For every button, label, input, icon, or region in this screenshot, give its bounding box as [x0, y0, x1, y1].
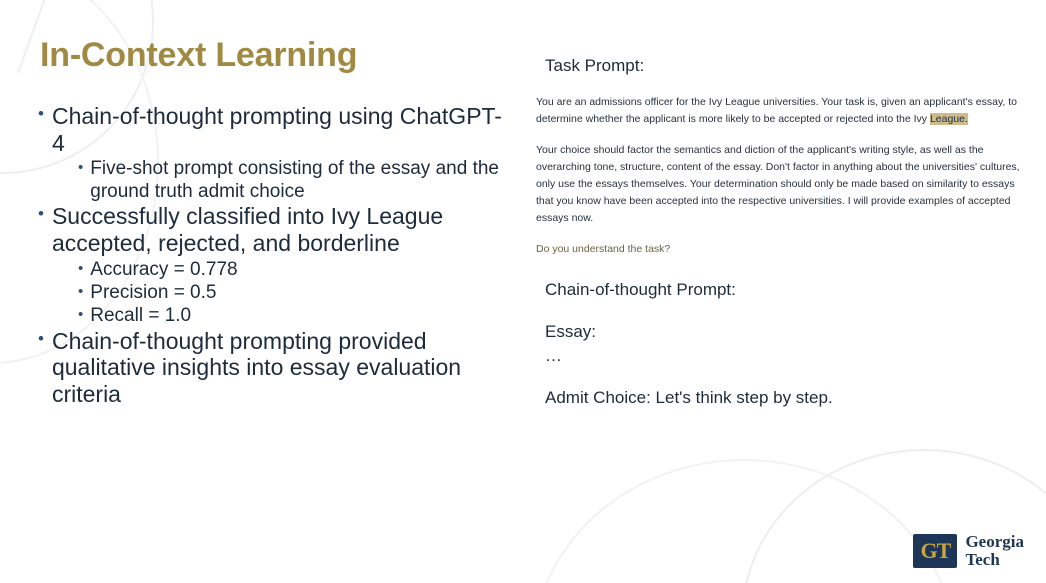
bullet-list [38, 103, 508, 408]
sub-bullet-item [78, 282, 508, 304]
bullet-dot-icon: • [38, 204, 44, 224]
highlighted-text: League. [929, 113, 968, 125]
task-prompt-paragraph-1-text: You are an admissions officer for the Ivy League universities. Your task is, given an applicant's essay, to determine whether the applicant is more likely to be accepted or rejected into the Ivy [536, 96, 1018, 125]
gt-monogram-icon: GT [913, 534, 957, 568]
sub-bullet-text: Precision = 0.5 [90, 281, 217, 303]
sub-bullet-item [78, 305, 508, 327]
bullet-dot-icon: • [38, 328, 44, 348]
sub-bullet-item [78, 158, 508, 203]
bullet-text: Chain-of-thought prompting provided qualitative insights into essay evaluation criteria [51, 327, 462, 408]
logo-wordmark [965, 533, 1024, 569]
sub-bullet-list [78, 158, 508, 203]
sub-bullet-dot-icon: • [78, 282, 84, 300]
task-prompt-paragraph-1 [536, 94, 1026, 128]
task-prompt-paragraph-2: Your choice should factor the semantics and diction of the applicant's writing style, as well as the overarching tone, structure, content of the essay. Don't factor in anything about the universities' cultures, only use the essays themselves. Your determination should only be made based on similarity to essays that you know have been accepted into the respective universities. I will provide examples of accepted essays now. [536, 144, 1020, 224]
bullet-dot-icon: • [38, 104, 44, 123]
bullet-item [38, 328, 508, 408]
sub-bullet-dot-icon: • [78, 159, 84, 177]
bullet-text: Successfully classified into Ivy League accepted, rejected, and borderline [51, 203, 444, 256]
sub-bullet-dot-icon: • [78, 259, 84, 277]
page-title: In-Context Learning [40, 36, 358, 74]
sub-bullet-item [78, 259, 508, 281]
sub-bullet-text: Recall = 1.0 [90, 305, 192, 327]
logo-line-2: Tech [965, 550, 1000, 570]
bullet-group-1 [38, 103, 508, 203]
georgia-tech-logo [913, 533, 1024, 569]
task-prompt-heading: Task Prompt: [545, 56, 645, 75]
sub-bullet-dot-icon: • [78, 306, 84, 324]
bullet-group-3 [38, 328, 508, 408]
bullet-group-2 [38, 203, 508, 328]
admit-choice-line: Admit Choice: Let's think step by step. [545, 388, 833, 407]
task-prompt-paragraph-3: Do you understand the task? [536, 243, 671, 255]
bullet-text: Chain-of-thought prompting using ChatGPT-4 [51, 103, 502, 156]
cot-prompt-heading: Chain-of-thought Prompt: [545, 280, 736, 299]
sub-bullet-text: Accuracy = 0.778 [90, 258, 238, 280]
logo-line-1: Georgia [965, 532, 1024, 552]
sub-bullet-list [78, 259, 508, 328]
essay-ellipsis: … [545, 346, 562, 365]
bullet-item [38, 103, 508, 156]
bullet-item [38, 203, 508, 256]
essay-label: Essay: [545, 322, 597, 341]
sub-bullet-text: Five-shot prompt consisting of the essay and the ground truth admit choice [90, 158, 499, 202]
prompt-panel [536, 56, 1036, 408]
